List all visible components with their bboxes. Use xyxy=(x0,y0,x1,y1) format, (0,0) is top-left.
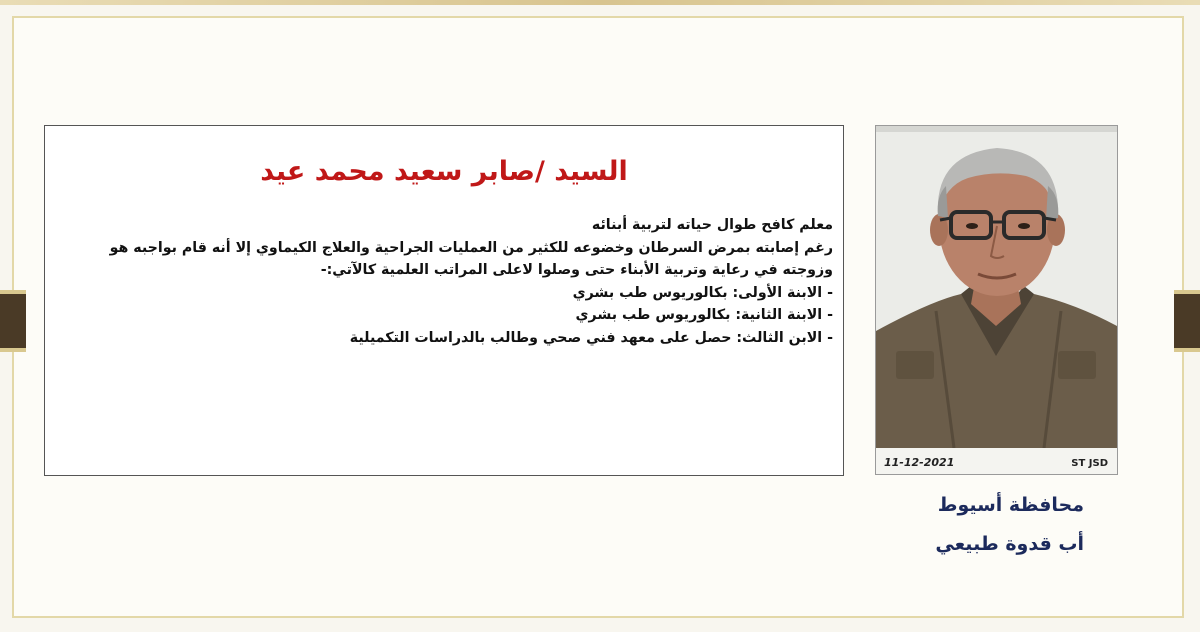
right-side-tab xyxy=(1174,290,1200,352)
bio-line-first-daughter: - الابنة الأولى: بكالوريوس طب بشري xyxy=(572,284,833,301)
person-name: السيد /صابر سعيد محمد عيد xyxy=(260,156,628,187)
bio-line-third-son: - الابن الثالث: حصل على معهد فني صحي وطالب بالدراسات التكميلية xyxy=(349,329,833,346)
photo-date-stamp: 11-12-2021 xyxy=(884,456,955,469)
photo-code-stamp: ST JSD xyxy=(1071,458,1108,469)
left-side-tab xyxy=(0,290,26,352)
governorate-caption: محافظة أسيوط xyxy=(937,494,1084,516)
bio-line-second-daughter: - الابنة الثانية: بكالوريوس طب بشري xyxy=(575,307,833,323)
title-caption: أب قدوة طبيعي xyxy=(935,533,1084,555)
bio-line-story: رغم إصابته بمرض السرطان وخضوعه للكثير من العمليات الجراحية والعلاج الكيماوي إلا أنه قام بواجبه هو وزوجته في رعاية وتربية الأبناء حتى وصلوا لاعلى المراتب العلمية كالآتي:- xyxy=(109,239,833,278)
portrait-photo xyxy=(875,125,1118,475)
bio-text-box xyxy=(44,125,844,476)
bio-line-intro: معلم كافح طوال حياته لتربية أبنائه xyxy=(591,217,833,233)
bio-block xyxy=(55,214,833,349)
top-decorative-band xyxy=(0,0,1200,5)
